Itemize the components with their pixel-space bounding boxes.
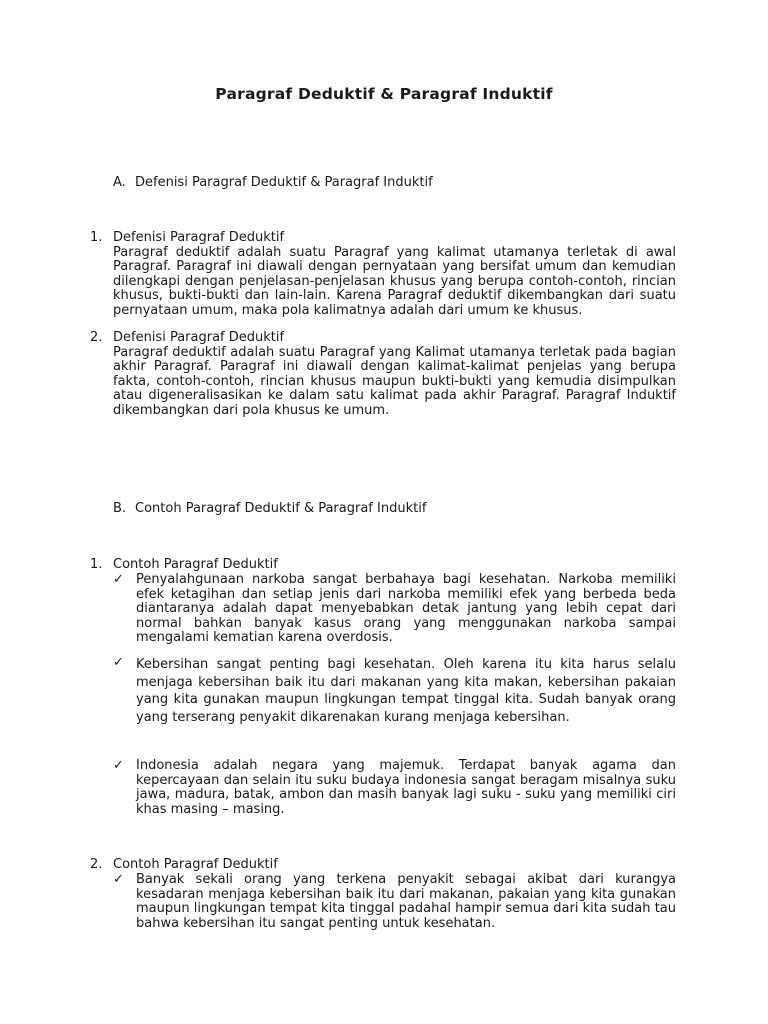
check-icon: ✓ [113, 655, 124, 670]
check-icon: ✓ [113, 872, 124, 887]
item-number: 1. [90, 557, 103, 572]
section-b-item-1 [90, 558, 680, 573]
item-paragraph: Paragraf deduktif adalah suatu Paragraf yang Kalimat utamanya terletak pada bagian akhir Paragraf. Paragraf ini diawali dengan kalimat-kalimat penjelas yang berupa fakta, contoh-contoh, rincian khusus maupun bukti-bukti yang kemudia disimpulkan atau digeneralisasikan ke dalam satu kalimat pada akhir Paragraf. Paragraf Induktif dikembangkan dari pola khusus ke umum. [113, 344, 676, 418]
section-b-label: B. [113, 501, 127, 516]
check-icon: ✓ [113, 758, 124, 773]
page-title: Paragraf Deduktif & Paragraf Induktif [215, 85, 553, 103]
section-a-heading-text: Defenisi Paragraf Deduktif & Paragraf Induktif [135, 175, 433, 190]
item-heading: Contoh Paragraf Deduktif [113, 557, 278, 572]
section-a-item-2 [90, 331, 680, 419]
section-b-item-2 [90, 858, 680, 873]
section-a-item-1 [90, 231, 680, 319]
bullet-text: Kebersihan sangat penting bagi kesehatan. Oleh karena itu kita harus selalu menjaga kebersihan baik itu dari makanan yang kita makan, kebersihan pakaian yang kita gunakan maupun lingkungan tempat tinggal kita. Sudah banyak orang yang terserang penyakit dikarenakan kurang menjaga kebersihan. [136, 657, 676, 725]
check-list-item [113, 656, 681, 726]
item-heading: Contoh Paragraf Deduktif [113, 857, 278, 872]
item-heading: Defenisi Paragraf Deduktif [113, 230, 285, 245]
bullet-text: Banyak sekali orang yang terkena penyakit sebagai akibat dari kurangya kesadaran menjaga kebersihan baik itu dari makanan, pakaian yang kita gunakan maupun lingkungan tempat kita tinggal padahal hampir semua dari kita sudah tau bahwa kebersihan itu sangat penting untuk kesehatan. [136, 872, 676, 931]
bullet-text: Penyalahgunaan narkoba sangat berbahaya bagi kesehatan. Narkoba memiliki efek ketagihan dan setiap jenis dari narkoba memiliki efek yang berbeda beda diantaranya adalah dapat menyebabkan detak jantung yang lebih cepat dari normal bahkan banyak kasus orang yang menggunakan narkoba sampai mengalami kematian karena overdosis. [136, 572, 676, 646]
check-icon: ✓ [113, 572, 124, 587]
item-number: 2. [90, 857, 103, 872]
item-number: 2. [90, 330, 103, 345]
check-list-item [113, 759, 681, 817]
bullet-text: Indonesia adalah negara yang majemuk. Terdapat banyak agama dan kepercayaan dan selain itu suku budaya indonesia sangat beragam misalnya suku jawa, madura, batak, ambon dan masih banyak lagi suku - suku yang memiliki ciri khas masing – masing. [136, 758, 676, 817]
section-b-heading-text: Contoh Paragraf Deduktif & Paragraf Induktif [135, 501, 427, 516]
item-heading: Defenisi Paragraf Deduktif [113, 330, 285, 345]
item-number: 1. [90, 230, 103, 245]
check-list-item [113, 573, 681, 646]
check-list-item [113, 873, 681, 931]
section-a-label: A. [113, 175, 126, 190]
item-paragraph: Paragraf deduktif adalah suatu Paragraf yang kalimat utamanya terletak di awal Paragraf. Paragraf ini diawali dengan pernyataan yang bersifat umum dan kemudian dilengkapi dengan penjelasan-penjelasan khusus yang berupa contoh-contoh, rincian khusus, bukti-bukti dan lain-lain. Karena Paragraf deduktif dikembangkan dari suatu pernyataan umum, maka pola kalimatnya adalah dari umum ke khusus. [113, 244, 676, 318]
section-a-heading [113, 175, 433, 191]
section-b-heading [113, 501, 426, 517]
